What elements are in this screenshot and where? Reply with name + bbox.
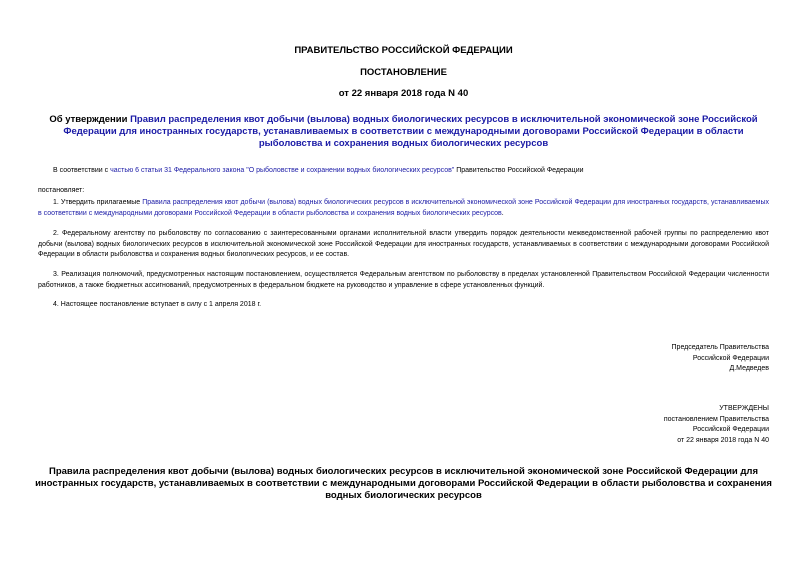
approval-line-1: УТВЕРЖДЕНЫ [719, 405, 769, 412]
approval-line-3: Российской Федерации [692, 426, 769, 433]
preamble-suffix: Правительство Российской Федерации [454, 167, 584, 174]
item-3-paragraph: 3. Реализация полномочий, предусмотренных настоящим постановлением, осуществляется Федеральным агентством по рыболовству в пределах установленной Правительством Российской Федерации численности работников, а также бюджетных ассигнований, предусмотренных в федеральном бюджете на руководство и управление в сфере установленных функций. [38, 271, 769, 289]
document-title [36, 114, 771, 150]
approval-line-2: постановлением Правительства [663, 415, 769, 423]
item-4-paragraph: 4. Настоящее постановление вступает в силу с 1 апреля 2018 г. [53, 301, 262, 308]
approval-line-4: от 22 января 2018 года N 40 [677, 436, 769, 444]
resolves-label: постановляет: [38, 187, 85, 194]
signature-line-1: Председатель Правительства [671, 344, 769, 351]
rules-title: Правила распределения квот добычи (вылова) водных биологических ресурсов в исключительной экономической зоне Российской Федерации для иностранных государств, устанавливаемых в соответствии с международными договорами Российской Федерации в области рыболовства и сохранения водных биологических ресурсов [35, 466, 772, 501]
signature-line-3: Д.Медведев [729, 365, 769, 372]
item-1-suffix: . [501, 209, 504, 217]
government-heading: ПРАВИТЕЛЬСТВО РОССИЙСКОЙ ФЕДЕРАЦИИ [294, 45, 513, 56]
document-date-number: от 22 января 2018 года N 40 [338, 88, 469, 99]
item-1-prefix: 1. Утвердить прилагаемые [53, 199, 143, 206]
document-type-heading: ПОСТАНОВЛЕНИЕ [360, 67, 447, 78]
signature-block [672, 343, 769, 375]
item-2-paragraph: 2. Федеральному агентству по рыболовству по согласованию с заинтересованными органами исполнительной власти утвердить порядок деятельности межведомственной рабочей группы по распределению квот добычи (вылова) водных биологических ресурсов в исключительной экономической зоне Российской Федерации для иностранных государств, устанавливаемых в соответствии с международными договорами Российской Федерации в области рыболовства и сохранения водных биологических ресурсов, и ее состав. [38, 230, 769, 258]
federal-law-link[interactable]: частью 6 статьи 31 Федерального закона "О рыболовстве и сохранении водных биологических ресурсов" [110, 167, 455, 174]
approved-rules-link[interactable]: Правила распределения квот добычи (вылова) водных биологических ресурсов в исключительной экономической зоне Российской Федерации для иностранных государств, устанавливаемых в соответствии с международными договорами Российской Федерации в области рыболовства и сохранения водных биологических ресурсов [38, 199, 769, 217]
title-rules-link[interactable]: Правил распределения квот добычи (вылова) водных биологических ресурсов в исключительной экономической зоне Российской Федерации для иностранных государств, устанавливаемых в соответствии с международными договорами Российской Федерации в области рыболовства и сохранения водных биологических ресурсов [63, 114, 758, 149]
title-prefix: Об утверждении [49, 114, 131, 125]
item-1-paragraph [38, 198, 769, 219]
preamble-paragraph [38, 166, 769, 177]
signature-line-2: Российской Федерации [692, 354, 769, 362]
approval-block [664, 404, 769, 446]
preamble-prefix: В соответствии с [53, 167, 111, 174]
